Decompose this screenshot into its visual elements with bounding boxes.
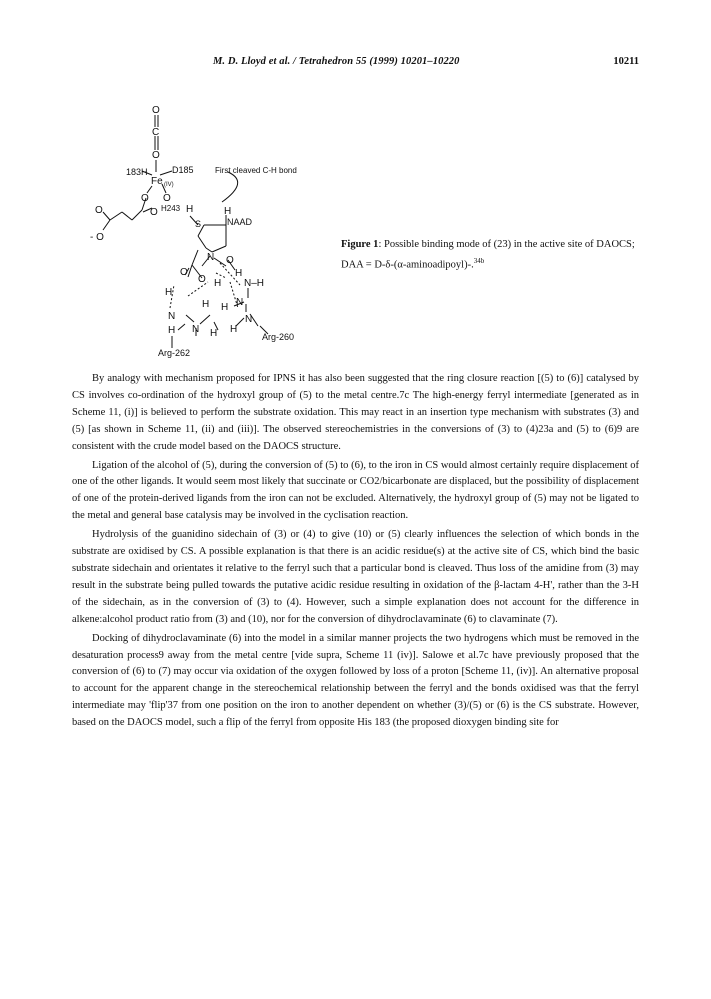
oxygen-label: O <box>152 150 160 161</box>
iron-label: Fe <box>151 176 163 187</box>
paragraph: Docking of dihydroclavaminate (6) into the model in a similar manner projects the two hydrogens which must be removed in the desaturation process9 away from the metal centre [vide supra, Scheme 11 (iv)]. Salowe et al.7c have previously proposed that the conversion of (6) to (7) may occur via oxidation of the oxygen followed by loss of a proton [Scheme 11, (iv)]. An alternative proposal to account for the apparent change in the stereochemical relationship between the ferryl and the bonds oxidised was that the ferryl intermediate may 'flip'37 from one position on the iron to another dependent on whether (3)/(5) or (6) is the CS substrate. However, based on the DAOCS model, such a flip of the ferryl from opposite His 183 (the proposed dioxygen binding site for <box>72 632 639 729</box>
carbon-label: C <box>152 127 160 138</box>
hydrogen-label: H <box>224 206 232 217</box>
figure-caption <box>341 237 641 274</box>
hydrogen-label: H <box>235 268 243 279</box>
caption-text: : Possible binding mode of (23) in the active site of DAOCS; DAA = D-δ-(α-aminoadipoyl)-. <box>341 239 635 271</box>
hydrogen-label: H <box>165 287 173 298</box>
oxygen-label: O <box>141 193 149 204</box>
running-head: M. D. Lloyd et al. / Tetrahedron 55 (1999) 10201–10220 <box>213 56 460 67</box>
page-number: 10211 <box>613 56 639 67</box>
nitrogen-label: N <box>245 314 253 325</box>
arg262-label: Arg-262 <box>158 348 191 358</box>
caption-reference: 34b <box>473 257 485 265</box>
nitrogen-label: N <box>236 297 244 308</box>
sulfur-label: S <box>195 219 202 229</box>
oxygen-label: O <box>163 193 171 204</box>
hydrogen-label: H <box>168 325 176 336</box>
amine-label: N–H <box>244 278 265 289</box>
body-text <box>72 371 639 732</box>
nitrogen-label: N <box>192 324 200 335</box>
paragraph: Ligation of the alcohol of (5), during the conversion of (5) to (6), to the iron in CS would almost certainly require displacement of one of the other ligands. It would seem most likely that succinate or CO2/bicarbonate are displaced, but the possibility of displacement of one of the protein-derived ligands from the iron can not be excluded. Alternatively, the hydroxyl group of (5) may not be ligated to the metal and general base catalysis may be involved in the cyclisation reaction. <box>72 459 639 522</box>
his183-label: 183H <box>126 167 148 177</box>
structure-drawing <box>90 100 340 360</box>
oxygen-label: O <box>180 267 188 278</box>
paragraph: Hydrolysis of the guanidino sidechain of (3) or (4) to give (10) or (5) clearly influences the selection of which bonds in the substrate are oxidised by CS. A possible explanation is that there is an acidic residue(s) at the active site of CS, which bind the basic substrate sidechain and orientates it relative to the ferryl such that a particular bond is cleaved. Thus loss of the amidine from (3) may result in the substrate being pulled towards the putative acidic residue resulting in oxidation of the β-lactam 4-H', rather than the 3-H of the sidechain, as in the conversion of (3) to (4). However, such a simple explanation does not account for the difference in alkene:alcohol product ratio from (3) and (10), nor for the conversion of dihydroclavaminate (6) to clavaminate (7). <box>72 529 639 625</box>
asp185-label: D185 <box>172 165 194 175</box>
his243-label: H243 <box>161 204 181 213</box>
chemical-structure-figure <box>90 100 340 360</box>
hydrogen-label: H <box>214 278 222 289</box>
oxygen-label: O <box>95 205 103 216</box>
paragraph: By analogy with mechanism proposed for IPNS it has also been suggested that the ring closure reaction [(5) to (6)] catalysed by CS involves co-ordination of the hydroxyl group of (5) to the metal centre.7c The high-energy ferryl intermediate [generated as in Scheme 11, (i)] is believed to perform the substrate oxidation. This may react in an insertion type mechanism with substrates (3) and (5) [as shown in Scheme 11, (ii) and (iii)]. The observed stereochemistries in the conversions of (3) to (4)23a and (5) to (6)9 are consistent with the crude model based on the DAOCS structure. <box>72 373 639 452</box>
nitrogen-label: N <box>207 252 215 263</box>
carboxylate-oxygen-label: - O <box>90 232 104 243</box>
hydrogen-label: H <box>210 328 218 339</box>
oxygen-label: O <box>226 255 234 266</box>
page-header <box>0 56 711 72</box>
hydrogen-label: H <box>186 204 194 215</box>
arg260-label: Arg-260 <box>262 332 295 342</box>
hydrogen-label: H <box>202 299 210 310</box>
first-cleaved-label: First cleaved C-H bond <box>215 166 297 175</box>
iron-oxidation-label: (IV) <box>164 182 174 188</box>
oxygen-label: O <box>150 207 158 218</box>
hydrogen-label: H <box>221 302 229 313</box>
hydrogen-label: H <box>230 324 238 335</box>
oxygen-label: O <box>152 105 160 116</box>
caption-label: Figure 1 <box>341 239 379 250</box>
oxygen-label: O <box>198 274 206 285</box>
naad-label: NAAD <box>227 217 253 227</box>
nitrogen-label: N <box>168 311 176 322</box>
